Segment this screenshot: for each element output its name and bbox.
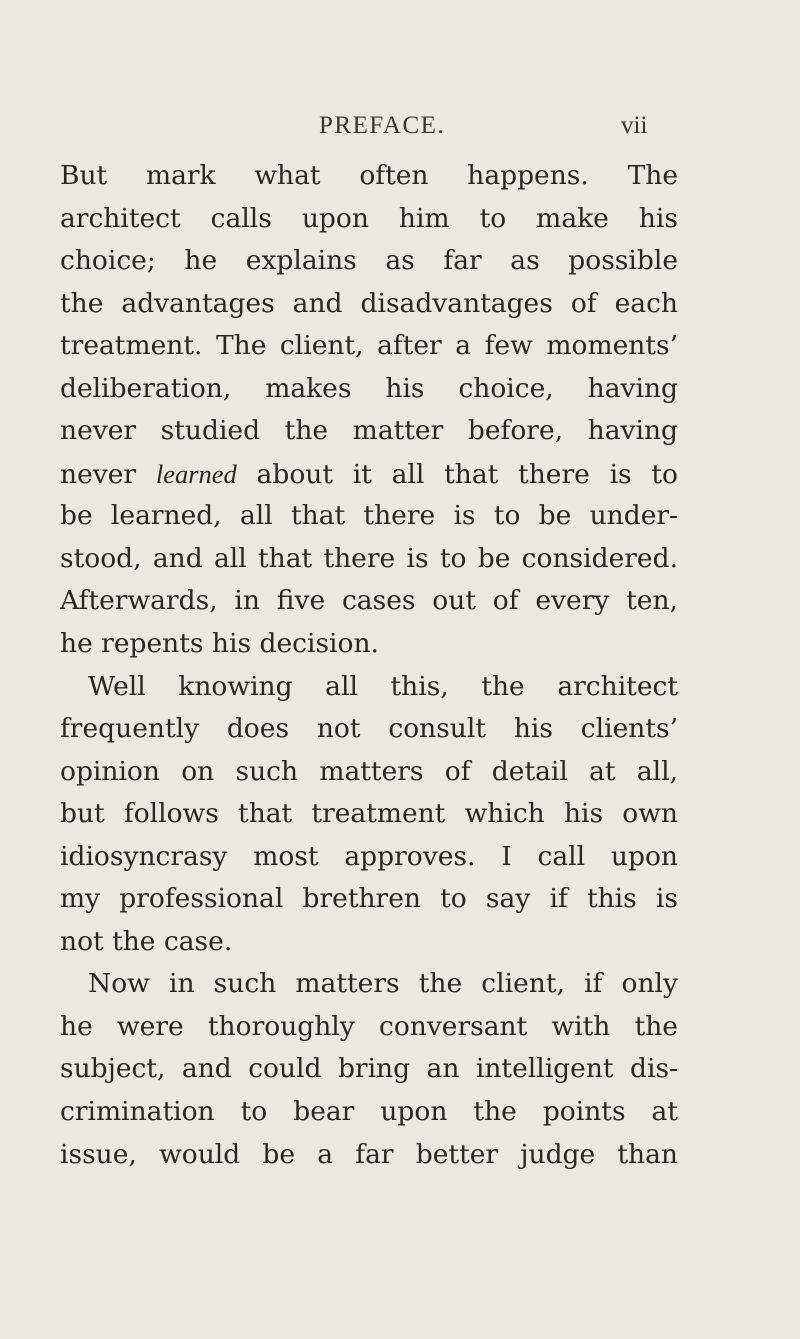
text-line: But mark what often happens. The: [60, 160, 678, 191]
text-line-with-italic: [60, 453, 678, 496]
running-title: PREFACE.: [319, 112, 446, 139]
text-line: subject, and could bring an intelligent dis-: [60, 1053, 678, 1085]
text-line: be learned, all that there is to be under-: [60, 500, 678, 532]
text-line: never studied the matter before, having: [60, 415, 678, 447]
text-line: opinion on such matters of detail at all,: [60, 755, 678, 787]
text-line: Well knowing all this, the architect: [88, 670, 678, 702]
text-line: idiosyncrasy most approves. I call upon: [60, 840, 678, 872]
text-line: treatment. The client, after a few moments’: [60, 330, 678, 362]
body-text: [60, 155, 678, 1176]
italic-word: learned: [155, 458, 237, 489]
text-line: my professional brethren to say if this is: [60, 883, 678, 915]
text-line: deliberation, makes his choice, having: [60, 372, 678, 404]
text-line: Afterwards, in five cases out of every ten,: [60, 585, 678, 617]
text-line: architect calls upon him to make his: [60, 202, 678, 234]
text-line: choice; he explains as far as possible: [60, 245, 678, 277]
text-line: frequently does not consult his clients’: [60, 713, 678, 745]
text-line: not the case.: [60, 925, 233, 957]
page-number: vii: [621, 112, 648, 139]
text-line: he were thoroughly conversant with the: [60, 1010, 678, 1042]
text-line: the advantages and disadvantages of each: [60, 287, 678, 319]
text-line: Now in such matters the client, if only: [88, 968, 678, 1000]
running-head: [0, 112, 800, 144]
text-line: he repents his decision.: [60, 628, 379, 660]
text-line: but follows that treatment which his own: [60, 798, 678, 830]
text-segment: never: [60, 458, 156, 490]
text-line: issue, would be a far better judge than: [60, 1138, 678, 1170]
text-line: crimination to bear upon the points at: [60, 1096, 678, 1128]
text-segment: about it all that there is to: [236, 458, 678, 490]
text-line: stood, and all that there is to be considered.: [60, 542, 678, 574]
